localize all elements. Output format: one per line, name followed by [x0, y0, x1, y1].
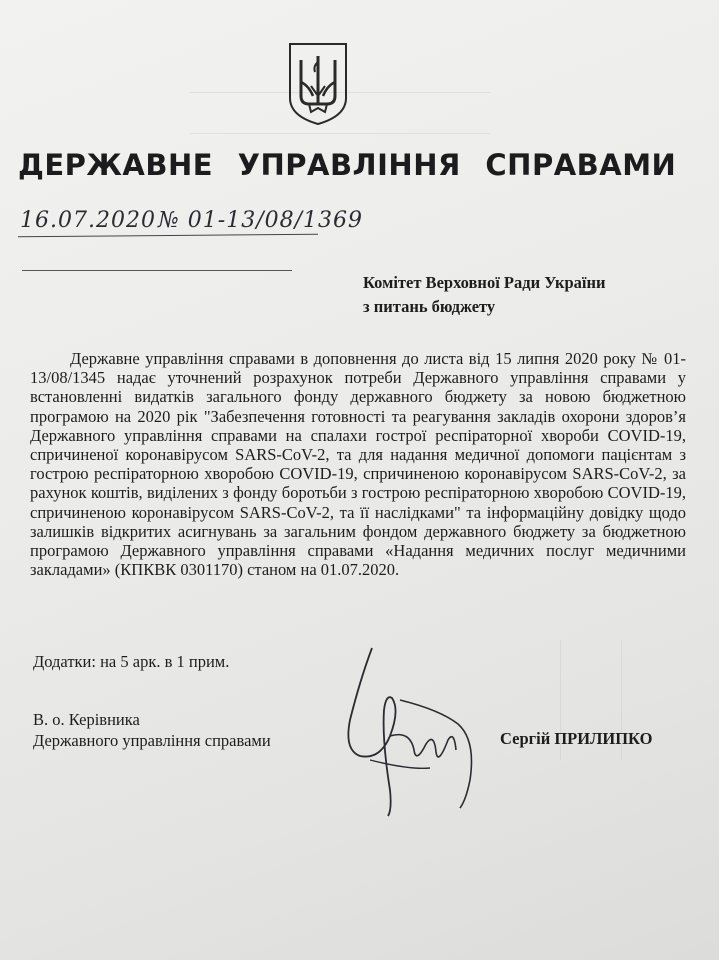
signatory-role [33, 709, 271, 751]
signatory-name: Сергій ПРИЛИПКО [500, 729, 653, 748]
trident-emblem-icon [287, 42, 349, 126]
registration-line [18, 208, 368, 248]
signatory-role-line-2: Державного управління справами [33, 731, 271, 750]
registration-underline [18, 234, 318, 238]
addressee-line-1: Комітет Верховної Ради України [363, 273, 606, 292]
registration-number: № 01-13/08/1369 [158, 208, 364, 233]
handwritten-signature-icon [330, 640, 490, 820]
letter-body-paragraph: Державне управління справами в доповнення до листа від 15 липня 2020 року № 01-13/08/1345 надає уточнений розрахунок потреби Державного управління справами у встановленні видатків загального фонду державного бюджету за новою бюджетною програмою на 2020 рік "Забезпечення готовності та реагування закладів охорони здоров’я Державного управління справами на спалахи гострої респіраторної хвороби COVID-19, спричиненої коронавірусом SARS-CoV-2, та для надання медичної допомоги пацієнтам з гострою респіраторною хворобою COVID-19, спричиненою коронавірусом SARS-CoV-2, за рахунок коштів, виділених з фонду боротьби з гострою респіраторною хворобою COVID-19, спричиненою коронавірусом SARS-CoV-2, та її наслідками" та інформаційну довідку щодо залишків відкритих асигнувань за загальним фондом державного бюджету за бюджетною програмою Державного управління справами «Надання медичних послуг медичними закладами» (КПКВК 0301170) станом на 01.07.2020. [30, 349, 686, 580]
attachments-note: Додатки: на 5 арк. в 1 прим. [33, 652, 230, 671]
blank-reference-line [22, 270, 292, 271]
addressee-line-2: з питань бюджету [363, 297, 496, 316]
signatory-role-line-1: В. о. Керівника [33, 710, 140, 729]
letterhead-title: ДЕРЖАВНЕ УПРАВЛІННЯ СПРАВАМИ [18, 148, 677, 182]
addressee-block [363, 271, 703, 319]
registration-date: 16.07.2020 [20, 208, 156, 233]
